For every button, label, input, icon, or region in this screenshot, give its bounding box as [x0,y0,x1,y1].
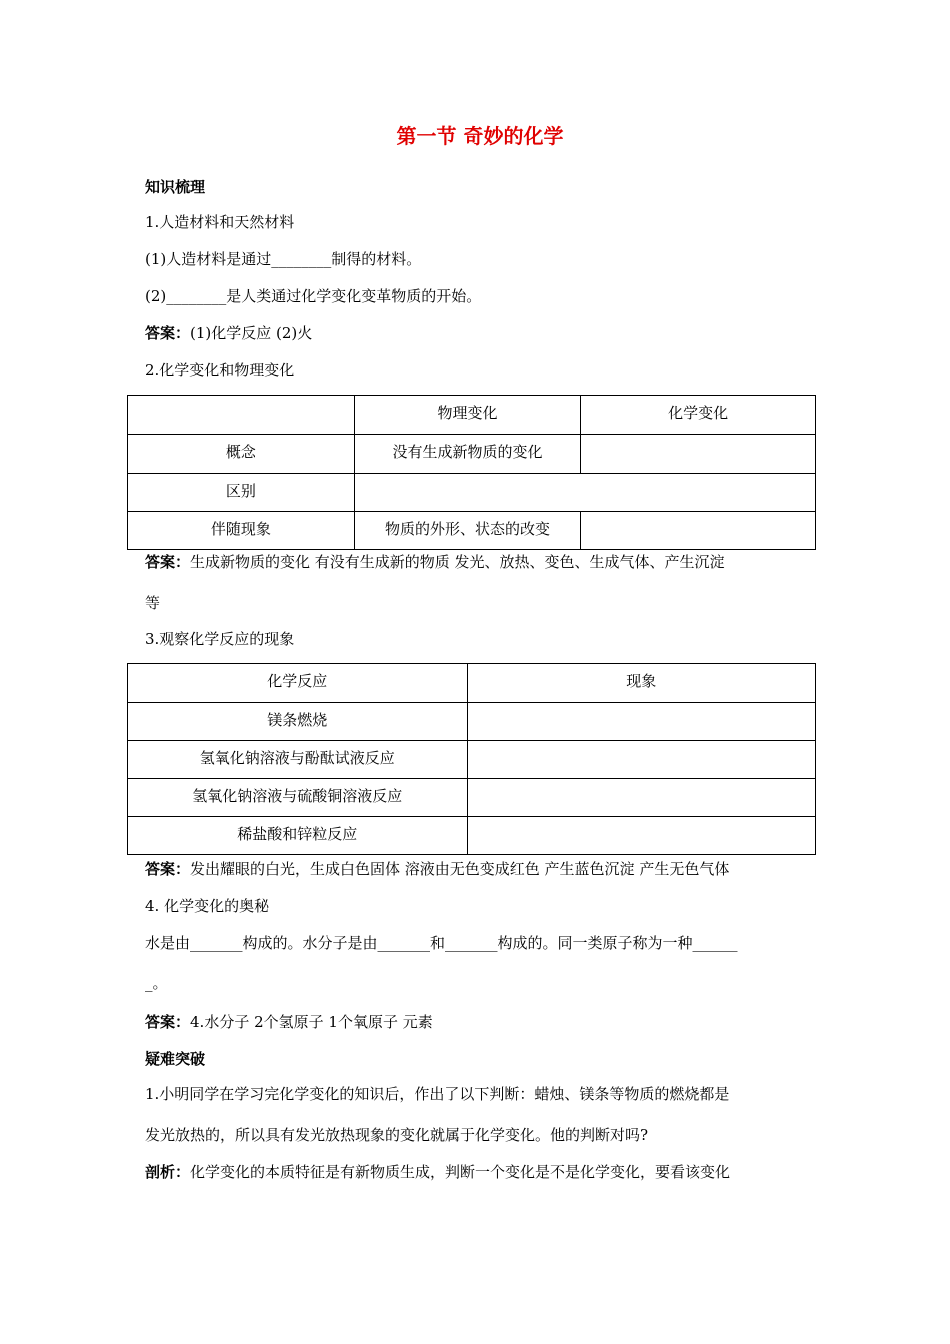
section-3-title: 3.观察化学反应的现象 [145,630,295,648]
section-1-title: 1.人造材料和天然材料 [145,213,295,231]
section-4-question-line-1: 水是由_______构成的。水分子是由_______和_______构成的。同一类原子称为一种______ [145,934,738,952]
heading-difficult: 疑难突破 [145,1050,206,1068]
table-cell [467,817,816,855]
section-1-answer [145,322,815,344]
heading-knowledge: 知识梳理 [145,178,206,196]
table-header-row [128,664,816,703]
table-row [128,817,816,855]
physical-chemical-change-table [127,395,816,550]
section-2-answer-line-1 [145,551,815,573]
table-row [128,474,816,512]
table-cell: 没有生成新物质的变化 [354,435,581,474]
table-cell: 镁条燃烧 [128,703,468,741]
answer-text: 生成新物质的变化 有没有生成新的物质 发光、放热、变色、生成气体、产生沉淀 [190,553,725,571]
difficult-1-line-1: 1.小明同学在学习完化学变化的知识后，作出了以下判断：蜡烛、镁条等物质的燃烧都是 [145,1085,730,1103]
analysis-label: 剖析： [145,1163,191,1181]
table-header-cell [128,396,355,435]
table-cell: 氢氧化钠溶液与硫酸铜溶液反应 [128,779,468,817]
reaction-phenomenon-table [127,663,816,855]
table-cell: 伴随现象 [128,512,355,550]
answer-label: 答案： [145,553,191,571]
difficult-1-line-2: 发光放热的，所以具有发光放热现象的变化就属于化学变化。他的判断对吗? [145,1126,649,1144]
answer-label: 答案： [145,324,191,342]
table-row [128,435,816,474]
section-4-answer [145,1011,815,1033]
section-2-answer-line-2: 等 [145,594,161,612]
table-cell [581,512,816,550]
table-cell [581,435,816,474]
section-2-title: 2.化学变化和物理变化 [145,361,295,379]
table-cell [467,779,816,817]
table-cell [467,741,816,779]
table-cell [354,474,815,512]
section-1-question-2: (2)________是人类通过化学变化变革物质的开始。 [145,287,482,305]
analysis-line [145,1161,815,1183]
page-title: 第一节 奇妙的化学 [396,124,564,148]
answer-text: (1)化学反应 (2)火 [190,324,313,342]
table-row [128,779,816,817]
analysis-text: 化学变化的本质特征是有新物质生成，判断一个变化是不是化学变化，要看该变化 [190,1163,731,1181]
table-row [128,741,816,779]
table-cell [467,703,816,741]
section-4-title: 4. 化学变化的奥秘 [145,897,270,915]
table-header-cell: 化学变化 [581,396,816,435]
table-cell: 氢氧化钠溶液与酚酞试液反应 [128,741,468,779]
section-1-question-1: (1)人造材料是通过________制得的材料。 [145,250,422,268]
section-3-answer [145,858,815,880]
section-4-question-line-2: _。 [145,974,168,992]
table-header-row [128,396,816,435]
answer-text: 4.水分子 2个氢原子 1个氧原子 元素 [190,1013,433,1031]
answer-text: 发出耀眼的白光，生成白色固体 溶液由无色变成红色 产生蓝色沉淀 产生无色气体 [190,860,730,878]
table-row [128,703,816,741]
table-cell: 概念 [128,435,355,474]
table-cell: 物质的外形、状态的改变 [354,512,581,550]
table-header-cell: 化学反应 [128,664,468,703]
answer-label: 答案： [145,1013,191,1031]
answer-label: 答案： [145,860,191,878]
table-row [128,512,816,550]
table-header-cell: 物理变化 [354,396,581,435]
table-cell: 稀盐酸和锌粒反应 [128,817,468,855]
table-cell: 区别 [128,474,355,512]
table-header-cell: 现象 [467,664,816,703]
